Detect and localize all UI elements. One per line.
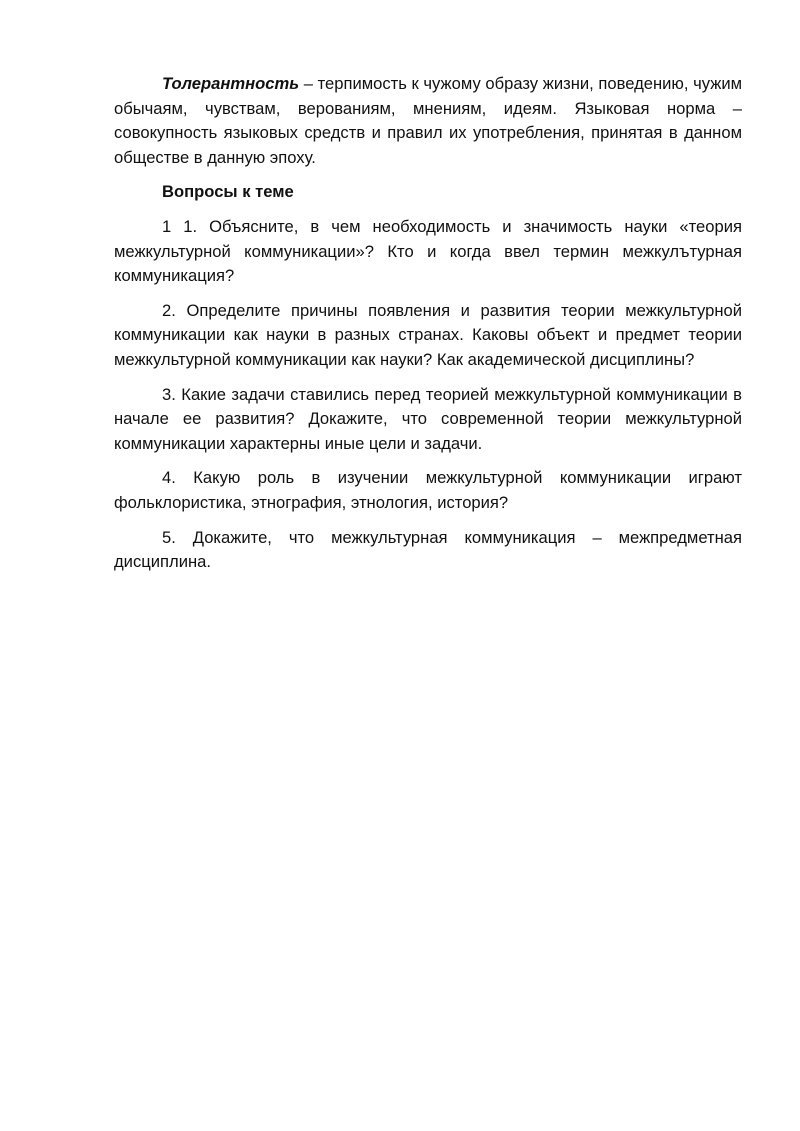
question-item-4: 4. Какую роль в изучении межкультурной коммуникации играют фольклористика, этнография, этнология, история? [114,468,742,512]
question-item-2: 2. Определите причины появления и развития теории межкультурной коммуникации как науки в разных странах. Каковы объект и предмет теории межкультурной коммуникации как науки? Как академической дисциплины? [114,300,742,369]
question-item-1: 1 1. Объясните, в чем необходимость и значимость науки «теория межкультурной коммуникации»? Кто и когда ввел термин межкулътурная коммуникация? [114,216,742,286]
question-item-3: 3. Какие задачи ставились перед теорией межкультурной коммуникации в начале ее развития? Докажите, что современной теории межкультурной коммуникации характерны иные цели и задачи. [114,384,742,453]
questions-heading: Вопросы к теме [162,182,294,202]
definition-term: Толерантность [162,74,300,93]
question-item-5: 5. Докажите, что межкультурная коммуникация – межпредметная дисциплина. [114,527,742,572]
document-page [114,72,742,585]
definition-text: – терпимость к чужому образу жизни, поведению, чужим обычаям, чувствам, верованиям, мнениям, идеям. Языковая норма – совокупность языковых средств и правил их употребления, принятая в данном обществе в данную эпоху. [114,74,742,167]
definition-paragraph [114,72,742,170]
